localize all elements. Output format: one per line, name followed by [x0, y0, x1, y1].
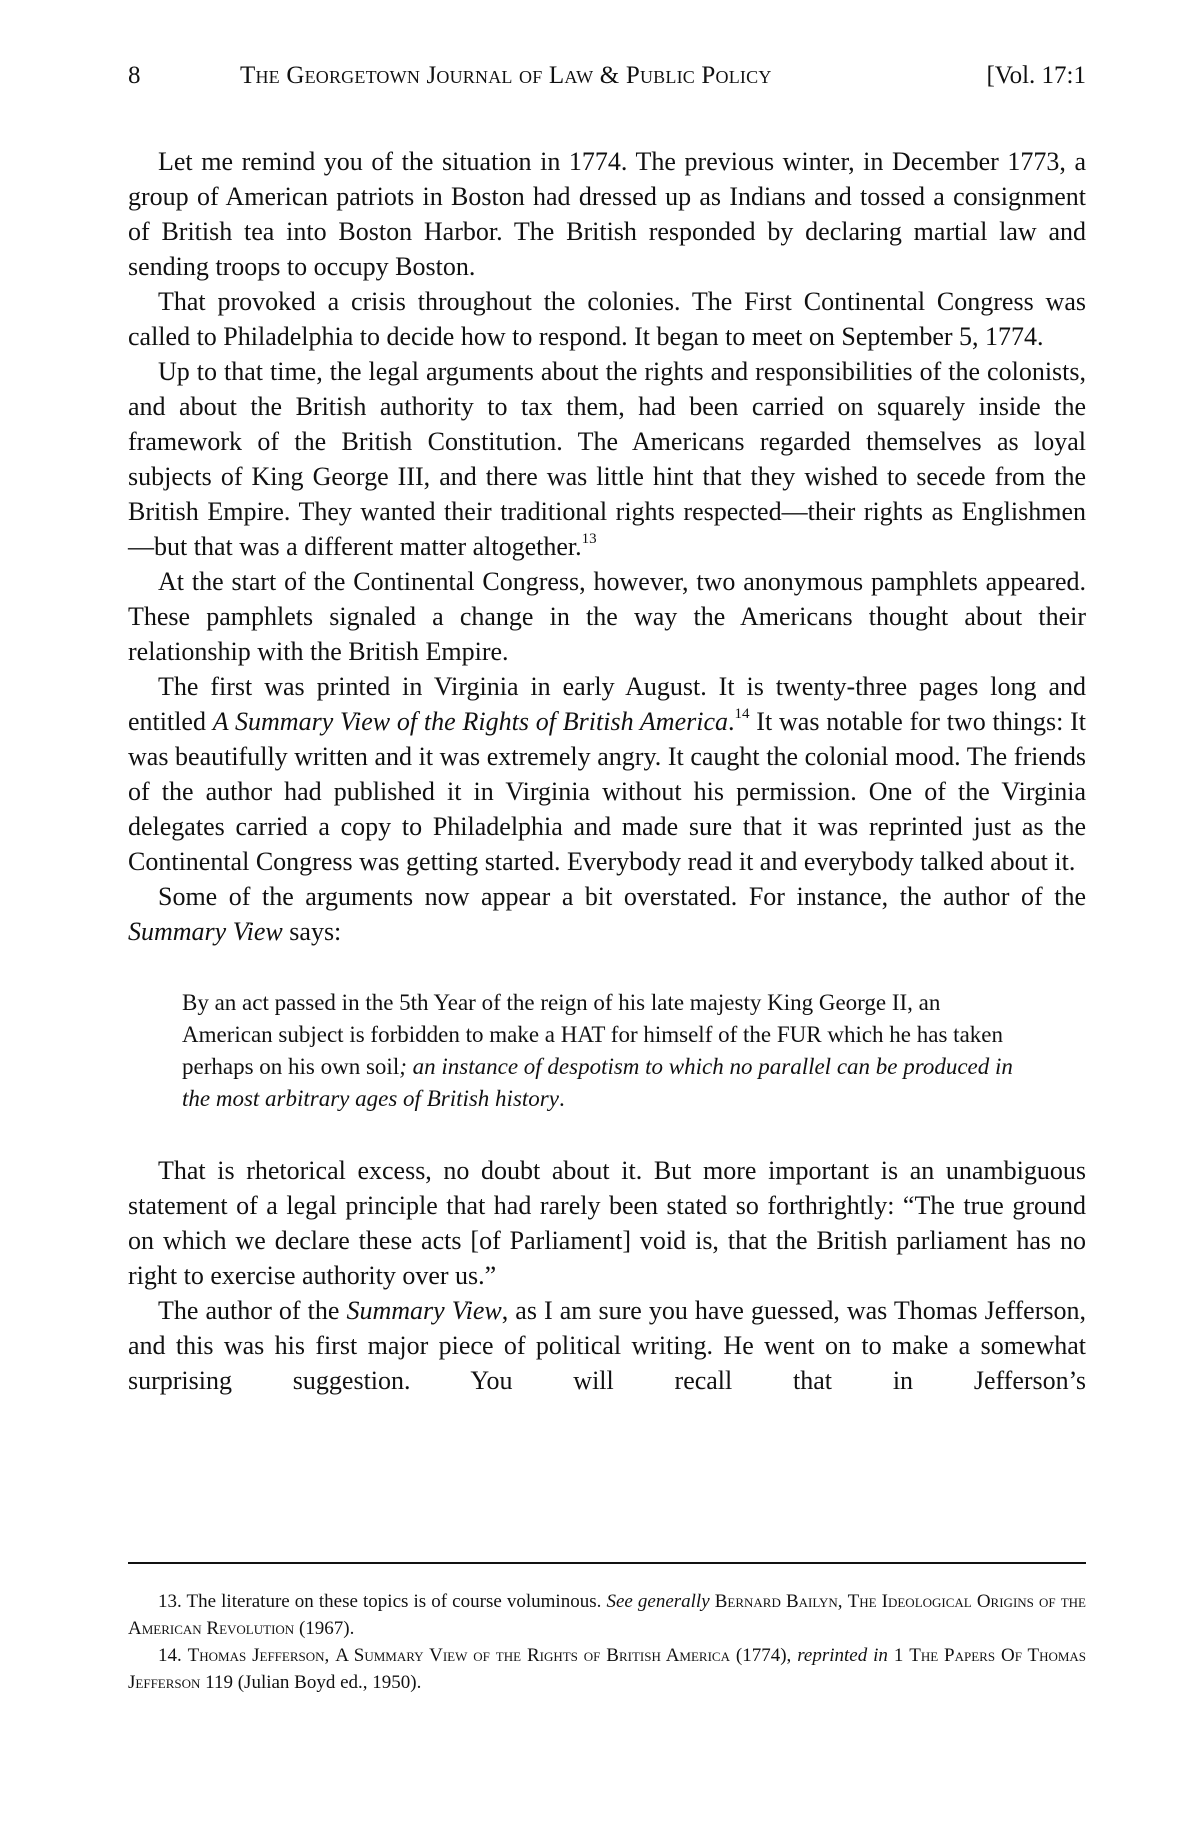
- footnote-ref-14: 14: [734, 706, 750, 723]
- paragraph-6-title: Summary View: [128, 917, 283, 946]
- paragraph-5-title: A Summary View of the Rights of British America: [212, 707, 728, 736]
- footnote-13-title: The Ideological Origins of the American Revolution: [128, 1591, 1086, 1639]
- paragraph-1: Let me remind you of the situation in 1774. The previous winter, in December 1773, a group of American patriots in Boston had dressed up as Indians and tossed a consignment of British tea into Boston Harbor. The British responded by declaring martial law and sending troops to occupy Boston.: [128, 147, 1086, 281]
- page-number: 8: [128, 62, 141, 89]
- paragraph-3-text: Up to that time, the legal arguments about the rights and responsibilities of the colonists, and about the British authority to tax them, had been carried on squarely inside the framework of the British Constitution. The Americans regarded themselves as loyal subjects of King George III, and there was little hint that they wished to secede from the British Empire. They wanted their traditional rights respected—their rights as Englishmen—but that was a different matter altogether.: [128, 357, 1086, 561]
- footnote-14-author: Thomas Jefferson: [187, 1645, 325, 1666]
- running-header: [128, 58, 1086, 94]
- paragraph-8: [128, 1293, 1086, 1398]
- footnote-14-reprinted: reprinted in: [797, 1645, 888, 1666]
- paragraph-5-period: .: [728, 707, 735, 736]
- footnote-13-author: Bernard Bailyn: [714, 1591, 838, 1612]
- footnote-14-year: (1774),: [735, 1645, 792, 1666]
- block-quote: [182, 987, 1034, 1115]
- paragraph-5: [128, 669, 1086, 879]
- journal-title: The Georgetown Journal of Law & Public Policy: [240, 62, 772, 89]
- footnotes: [128, 1588, 1086, 1696]
- footnote-divider: [128, 1562, 1086, 1564]
- volume-label: [Vol. 17:1: [986, 62, 1086, 89]
- footnote-13-year: (1967).: [298, 1618, 355, 1639]
- footnote-13: 13. The literature on these topics is of course voluminous. See generally Bernard Bailyn, The Ideological Origins of the American Revolution (1967).: [128, 1591, 1086, 1639]
- footnote-13-number: 13.: [158, 1591, 182, 1612]
- footnote-14-number: 14.: [158, 1645, 182, 1666]
- block-quote-roman: By an act passed in the 5th Year of the reign of his late majesty King George II, an American subject is forbidden to make a HAT for himself of the FUR which he has taken perhaps on his own soil: [182, 990, 1003, 1079]
- paragraph-4: At the start of the Continental Congress, however, two anonymous pamphlets appeared. These pamphlets signaled a change in the way the Americans thought about their relationship with the British Empire.: [128, 567, 1086, 666]
- footnote-13-signal: See generally: [606, 1591, 710, 1612]
- footnote-13-text: The literature on these topics is of course voluminous.: [186, 1591, 602, 1612]
- paragraph-5-text-a: The first was printed in Virginia in early August. It is twenty-three pages long and entitled: [128, 672, 1086, 736]
- paragraph-8-text-a: The author of the: [158, 1296, 347, 1325]
- footnote-14-pin: 119 (Julian Boyd ed., 1950).: [205, 1672, 422, 1693]
- footnote-14-volume: 1: [893, 1645, 904, 1666]
- block-quote-italic: ; an instance of despotism to which no parallel can be produced in the most arbitrary ages of British history: [182, 1054, 1013, 1111]
- paragraph-6-text-a: Some of the arguments now appear a bit overstated. For instance, the author of the: [158, 882, 1086, 911]
- paragraph-6: [128, 879, 1086, 949]
- paragraph-8-text-b: , as I am sure you have guessed, was Thomas Jefferson, and this was his first major piece of political writing. He went on to make a somewhat surprising suggestion. You will recall that in Jefferson’s: [128, 1296, 1086, 1395]
- paragraph-3: [128, 354, 1086, 564]
- paragraph-6-text-b: says:: [282, 917, 342, 946]
- paragraph-2: That provoked a crisis throughout the colonies. The First Continental Congress was called to Philadelphia to decide how to respond. It began to meet on September 5, 1774.: [128, 287, 1086, 351]
- block-quote-end: .: [558, 1086, 565, 1111]
- footnote-14-source: The Papers Of Thomas Jefferson: [128, 1645, 1087, 1693]
- footnote-14: 14. Thomas Jefferson, A Summary View of the Rights of British America (1774), reprinted in 1 The Papers Of Thomas Jefferson 119 (Julian Boyd ed., 1950).: [128, 1645, 1087, 1693]
- footnote-14-title: A Summary View of the Rights of British America: [335, 1645, 730, 1666]
- footnote-ref-13: 13: [581, 531, 597, 548]
- body-text: [128, 144, 1086, 1398]
- paragraph-8-title: Summary View: [346, 1296, 502, 1325]
- paragraph-5-text-b: It was notable for two things: It was beautifully written and it was extremely angry. It caught the colonial mood. The friends of the author had published it in Virginia without his permission. One of the Virginia delegates carried a copy to Philadelphia and made sure that it was reprinted just as the Continental Congress was getting started. Everybody read it and everybody talked about it.: [128, 707, 1086, 876]
- paragraph-7: That is rhetorical excess, no doubt about it. But more important is an unambiguous statement of a legal principle that had rarely been stated so forthrightly: “The true ground on which we declare these acts [of Parliament] void is, that the British parliament has no right to exercise authority over us.”: [128, 1156, 1086, 1290]
